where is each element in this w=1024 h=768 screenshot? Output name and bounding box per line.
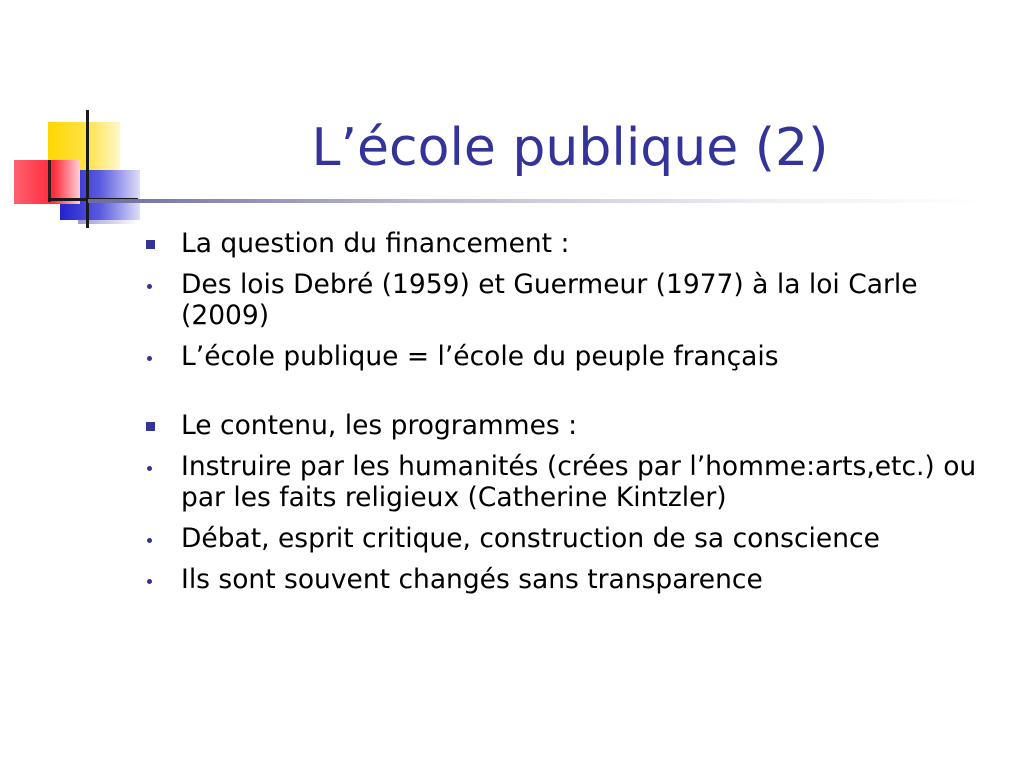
bullet-list	[140, 228, 1000, 605]
title-divider	[88, 199, 988, 203]
bullet-item	[140, 523, 1000, 554]
slide-title: L’école publique (2)	[311, 118, 829, 178]
bullet-text: Instruire par les humanités (crées par l’homme:arts,etc.) ou par les faits religieux (Catherine Kintzler)	[181, 451, 977, 513]
dot-bullet-icon	[140, 523, 170, 554]
dot-bullet-icon	[140, 341, 170, 372]
bullet-item	[140, 564, 1000, 595]
bullet-text: Des lois Debré (1959) et Guermeur (1977) à la loi Carle (2009)	[181, 269, 918, 331]
dot-bullet-icon	[140, 269, 170, 300]
bullet-item	[140, 410, 1000, 441]
bullet-item	[140, 228, 1000, 259]
bullet-text: Le contenu, les programmes :	[181, 410, 578, 441]
bullet-text: Débat, esprit critique, construction de sa conscience	[181, 523, 880, 554]
square-bullet-icon	[140, 228, 170, 259]
bullet-item	[140, 269, 1000, 331]
bullet-item	[140, 341, 1000, 372]
bullet-text: La question du financement :	[181, 228, 570, 259]
dot-bullet-icon	[140, 564, 170, 595]
square-bullet-icon	[140, 410, 170, 441]
bullet-text: Ils sont souvent changés sans transparence	[181, 564, 763, 595]
bullet-item	[140, 451, 1000, 513]
bullet-text: L’école publique = l’école du peuple français	[181, 341, 779, 372]
dot-bullet-icon	[140, 451, 170, 482]
